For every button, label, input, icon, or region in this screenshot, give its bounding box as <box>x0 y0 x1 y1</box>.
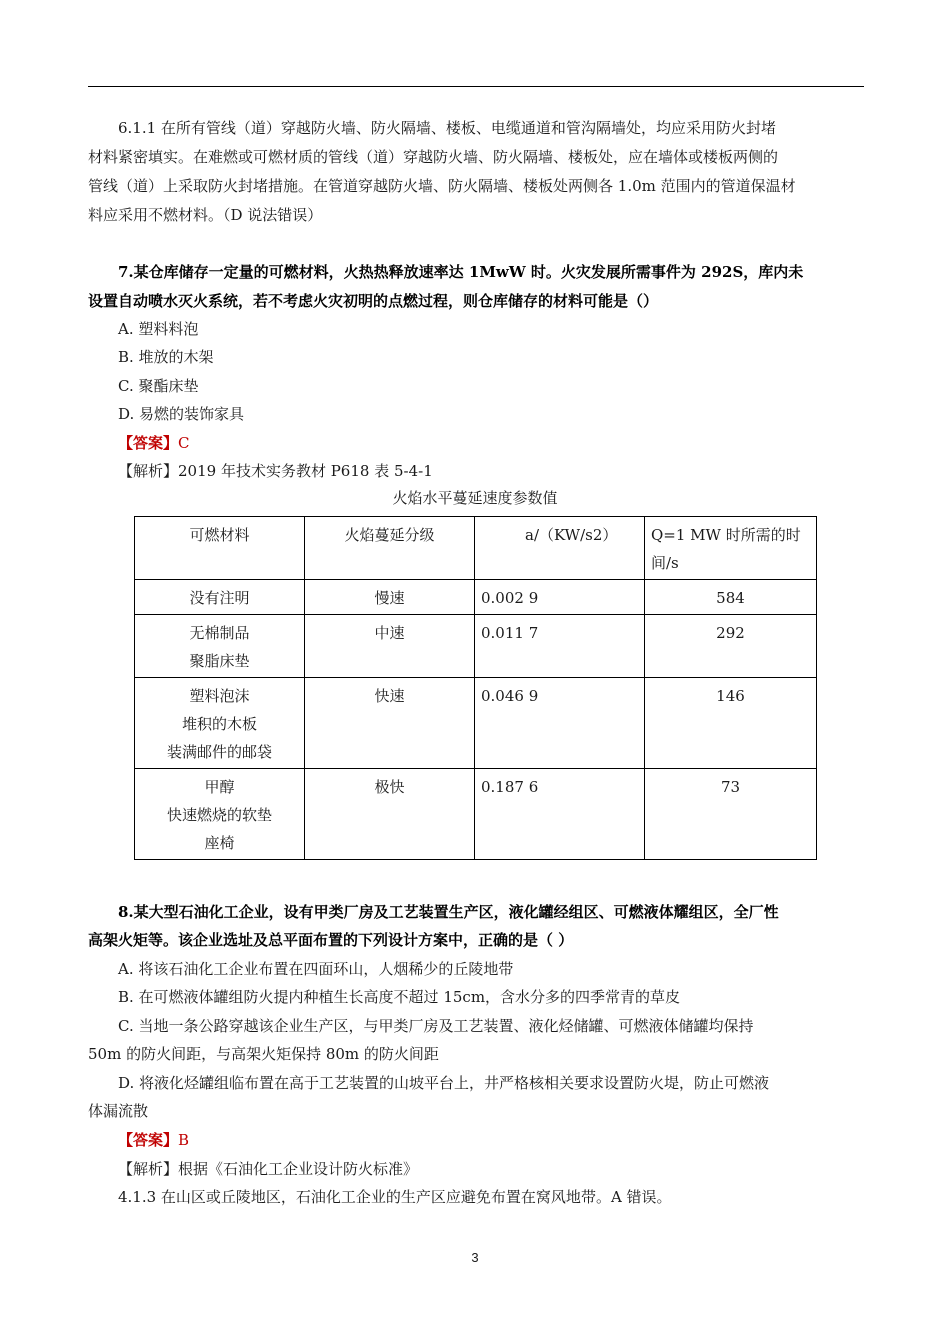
material-line: 座椅 <box>204 834 235 852</box>
table-row <box>135 678 817 769</box>
table-cell-time: 146 <box>645 678 817 769</box>
table-row <box>135 580 817 615</box>
q8-option-c-line-2: 50m 的防火间距，与高架火矩保持 80m 的防火间距 <box>88 1045 439 1063</box>
material-line: 塑料泡沫 <box>189 687 250 705</box>
table-cell-material <box>135 769 305 860</box>
sec6-line-2: 材料紧密填实。在难燃或可燃材质的管线（道）穿越防火墙、防火隔墙、楼板处，应在墙体或楼板两侧的 <box>88 148 779 166</box>
table-cell-material <box>135 615 305 678</box>
q7-option-d: D. 易燃的装饰家具 <box>118 405 245 423</box>
table-cell-time: 584 <box>645 580 817 615</box>
q7-option-b: B. 堆放的木架 <box>118 348 214 366</box>
table-cell-a: 0.002 9 <box>475 580 645 615</box>
material-line: 快速燃烧的软垫 <box>166 806 272 824</box>
q8-answer <box>118 1130 189 1150</box>
table-cell-material <box>135 580 305 615</box>
q8-stem-line-2: 高架火矩等。该企业选址及总平面布置的下列设计方案中，正确的是（ ） <box>88 931 574 949</box>
table-cell-a: 0.187 6 <box>475 769 645 860</box>
q7-stem-line-2: 设置自动喷水灭火系统，若不考虑火灾初明的点燃过程，则仓库储存的材料可能是（） <box>88 292 659 310</box>
q7-answer-value: C <box>178 434 190 452</box>
q8-stem-line-1: 8.某大型石油化工企业，设有甲类厂房及工艺装置生产区，液化罐经组区、可燃液体耀组区，全厂性 <box>118 903 779 921</box>
flame-spread-table <box>134 516 817 860</box>
q7-analysis: 【解析】2019 年技术实务教材 P618 表 5-4-1 <box>118 462 433 480</box>
q8-answer-value: B <box>178 1131 190 1149</box>
table-row <box>135 769 817 860</box>
table-header-material: 可燃材料 <box>135 517 305 580</box>
material-line: 没有注明 <box>189 589 250 607</box>
q8-analysis-detail: 4.1.3 在山区或丘陵地区，石油化工企业的生产区应避免布置在窝风地带。A 错误。 <box>118 1188 672 1206</box>
table-header-time: Q=1 MW 时所需的时间/s <box>645 517 817 580</box>
table-header-row <box>135 517 817 580</box>
q7-option-a: A. 塑料料泡 <box>118 320 199 338</box>
table-cell-grade: 极快 <box>305 769 475 860</box>
table-cell-grade: 慢速 <box>305 580 475 615</box>
q7-answer <box>118 433 190 453</box>
q8-option-a: A. 将该石油化工企业布置在四面环山，人烟稀少的丘陵地带 <box>118 960 514 978</box>
header-rule <box>88 86 864 87</box>
page-number: 3 <box>471 1250 479 1265</box>
q7-option-c: C. 聚酯床垫 <box>118 377 199 395</box>
sec6-line-4: 料应采用不燃材料。（D 说法错误） <box>88 206 323 224</box>
q8-option-d-line-1: D. 将液化烃罐组临布置在高于工艺装置的山坡平台上，井严格核相关要求设置防火堤，防止可燃液 <box>118 1074 770 1092</box>
sec6-line-1: 6.1.1 在所有管线（道）穿越防火墙、防火隔墙、楼板、电缆通道和管沟隔墙处，均应采用防火封堵 <box>118 119 776 137</box>
table-header-a: a/（KW/s2） <box>475 517 645 580</box>
q8-option-c-line-1: C. 当地一条公路穿越该企业生产区，与甲类厂房及工艺装置、液化烃储罐、可燃液体储罐均保持 <box>118 1017 754 1035</box>
table-cell-material <box>135 678 305 769</box>
table-caption: 火焰水平蔓延速度参数值 <box>392 489 558 507</box>
q8-analysis: 【解析】根据《石油化工企业设计防火标准》 <box>118 1160 419 1178</box>
material-line: 堆积的木板 <box>181 715 257 733</box>
table-cell-time: 73 <box>645 769 817 860</box>
material-line: 聚脂床垫 <box>189 652 250 670</box>
table-cell-grade: 快速 <box>305 678 475 769</box>
q7-answer-label: 【答案】 <box>118 434 179 452</box>
sec6-line-3: 管线（道）上采取防火封堵措施。在管道穿越防火墙、防火隔墙、楼板处两侧各 1.0m 范围内的管道保温材 <box>88 177 796 195</box>
material-line: 装满邮件的邮袋 <box>166 743 272 761</box>
table-cell-grade: 中速 <box>305 615 475 678</box>
table-cell-a: 0.046 9 <box>475 678 645 769</box>
q7-stem-line-1: 7.某仓库储存一定量的可燃材料，火热热释放速率达 1MwW 时。火灾发展所需事件为 292S，库内未 <box>118 263 804 281</box>
material-line: 甲醇 <box>204 778 235 796</box>
table-cell-a: 0.011 7 <box>475 615 645 678</box>
q8-answer-label: 【答案】 <box>118 1131 179 1149</box>
table-header-grade: 火焰蔓延分级 <box>305 517 475 580</box>
table-cell-time: 292 <box>645 615 817 678</box>
q8-option-d-line-2: 体漏流散 <box>88 1102 149 1120</box>
table-row <box>135 615 817 678</box>
material-line: 无棉制品 <box>189 624 250 642</box>
q8-option-b: B. 在可燃液体罐组防火提内种植生长高度不超过 15cm，含水分多的四季常青的草皮 <box>118 988 681 1006</box>
